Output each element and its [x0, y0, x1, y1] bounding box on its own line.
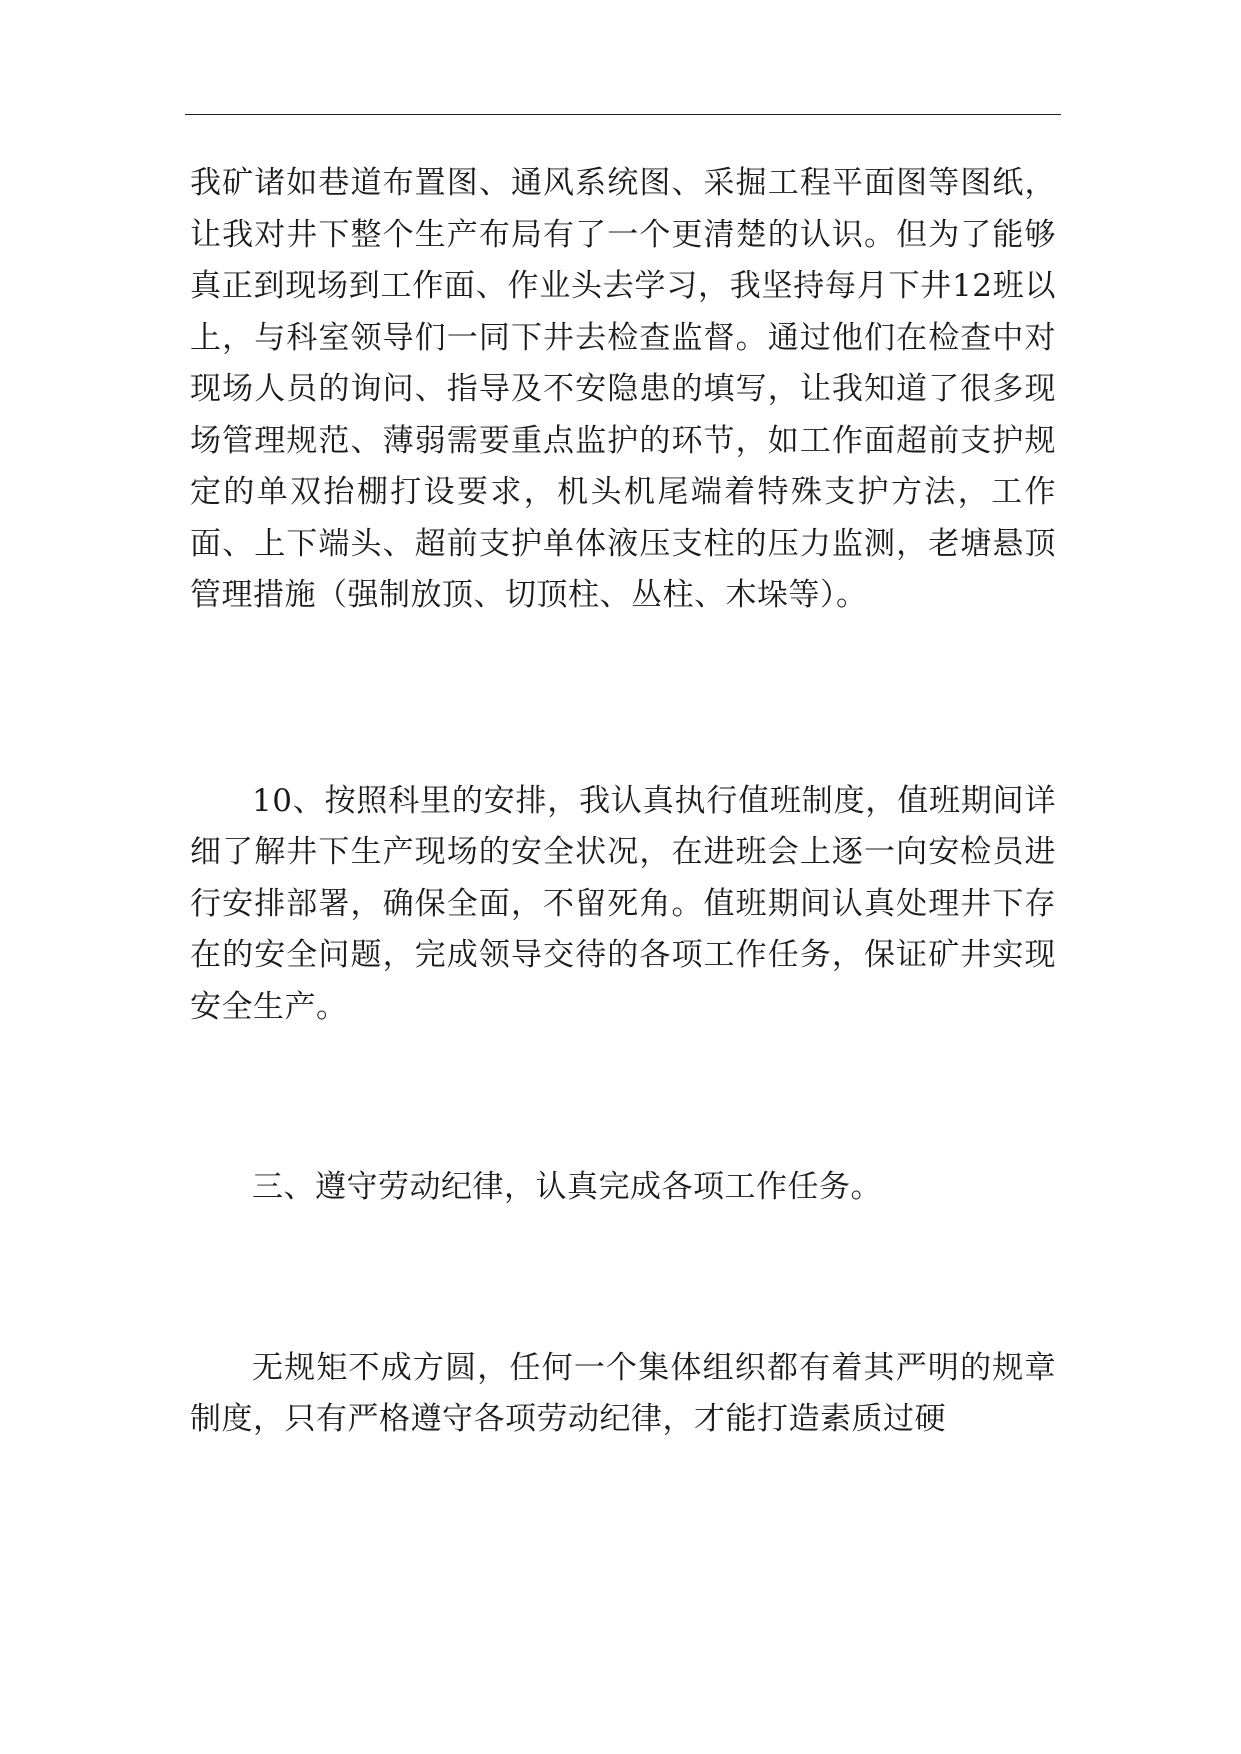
paragraph-spacer — [190, 1214, 1056, 1343]
paragraph-section-3-body: 无规矩不成方圆，任何一个集体组织都有着其严明的规章制度，只有严格遵守各项劳动纪律，才能打造素质过硬 — [190, 1349, 1056, 1437]
paragraph-spacer — [190, 622, 1056, 776]
paragraph-continuation: 我矿诸如巷道布置图、通风系统图、采掘工程平面图等图纸，让我对井下整个生产布局有了一个更清楚的认识。但为了能够真正到现场到工作面、作业头去学习，我坚持每月下井12班以上，与科室领导们一同下井去检查监督。通过他们在检查中对现场人员的询问、指导及不安隐患的填写，让我知道了很多现场管理规范、薄弱需要重点监护的环节，如工作面超前支护规定的单双抬棚打设要求，机头机尾端着特殊支护方法，工作面、上下端头、超前支护单体液压支柱的压力监测，老塘悬顶管理措施（强制放顶、切顶柱、丛柱、木垛等）。 — [190, 165, 1056, 613]
paragraph-spacer — [190, 1033, 1056, 1162]
document-body — [190, 158, 1056, 1446]
section-heading: 三、遵守劳动纪律，认真完成各项工作任务。 — [252, 1169, 882, 1205]
header-rule — [185, 114, 1061, 115]
paragraph-item-10: 10、按照科里的安排，我认真执行值班制度，值班期间详细了解井下生产现场的安全状况，在进班会上逐一向安检员进行安排部署，确保全面，不留死角。值班期间认真处理井下存在的安全问题，完成领导交待的各项工作任务，保证矿井实现安全生产。 — [190, 782, 1056, 1025]
